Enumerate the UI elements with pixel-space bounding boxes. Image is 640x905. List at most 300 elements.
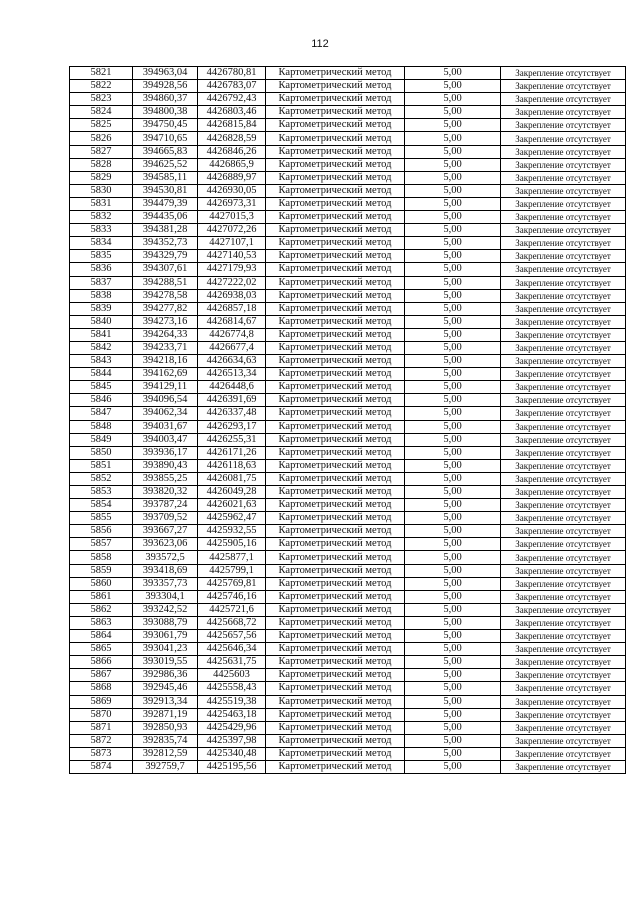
fixing-cell: Закрепление отсутствует (501, 708, 626, 721)
method-cell: Картометрический метод (266, 656, 405, 669)
y-coordinate-cell: 4426774,8 (198, 328, 266, 341)
table-row (70, 433, 626, 446)
method-cell: Картометрический метод (266, 420, 405, 433)
fixing-cell: Закрепление отсутствует (501, 381, 626, 394)
x-coordinate-cell: 392986,36 (133, 669, 198, 682)
fixing-cell: Закрепление отсутствует (501, 276, 626, 289)
fixing-cell: Закрепление отсутствует (501, 211, 626, 224)
accuracy-cell: 5,00 (405, 459, 501, 472)
y-coordinate-cell: 4426677,4 (198, 341, 266, 354)
accuracy-cell: 5,00 (405, 368, 501, 381)
accuracy-cell: 5,00 (405, 263, 501, 276)
y-coordinate-cell: 4425962,47 (198, 512, 266, 525)
method-cell: Картометрический метод (266, 760, 405, 773)
y-coordinate-cell: 4426857,18 (198, 302, 266, 315)
y-coordinate-cell: 4425195,56 (198, 760, 266, 773)
method-cell: Картометрический метод (266, 197, 405, 210)
point-number-cell: 5860 (70, 577, 133, 590)
method-cell: Картометрический метод (266, 446, 405, 459)
x-coordinate-cell: 394233,71 (133, 341, 198, 354)
fixing-cell: Закрепление отсутствует (501, 184, 626, 197)
x-coordinate-cell: 393357,73 (133, 577, 198, 590)
accuracy-cell: 5,00 (405, 407, 501, 420)
y-coordinate-cell: 4426828,59 (198, 132, 266, 145)
method-cell: Картометрический метод (266, 276, 405, 289)
fixing-cell: Закрепление отсутствует (501, 564, 626, 577)
accuracy-cell: 5,00 (405, 132, 501, 145)
point-number-cell: 5836 (70, 263, 133, 276)
x-coordinate-cell: 393041,23 (133, 643, 198, 656)
x-coordinate-cell: 394860,37 (133, 93, 198, 106)
point-number-cell: 5840 (70, 315, 133, 328)
x-coordinate-cell: 394264,33 (133, 328, 198, 341)
method-cell: Картометрический метод (266, 237, 405, 250)
point-number-cell: 5869 (70, 695, 133, 708)
point-number-cell: 5835 (70, 250, 133, 263)
table-row (70, 394, 626, 407)
x-coordinate-cell: 394381,28 (133, 224, 198, 237)
fixing-cell: Закрепление отсутствует (501, 551, 626, 564)
accuracy-cell: 5,00 (405, 472, 501, 485)
accuracy-cell: 5,00 (405, 590, 501, 603)
x-coordinate-cell: 393304,1 (133, 590, 198, 603)
x-coordinate-cell: 394710,65 (133, 132, 198, 145)
y-coordinate-cell: 4426171,26 (198, 446, 266, 459)
x-coordinate-cell: 394307,61 (133, 263, 198, 276)
accuracy-cell: 5,00 (405, 695, 501, 708)
method-cell: Картометрический метод (266, 433, 405, 446)
method-cell: Картометрический метод (266, 184, 405, 197)
fixing-cell: Закрепление отсутствует (501, 263, 626, 276)
method-cell: Картометрический метод (266, 721, 405, 734)
table-row (70, 381, 626, 394)
fixing-cell: Закрепление отсутствует (501, 420, 626, 433)
fixing-cell: Закрепление отсутствует (501, 197, 626, 210)
x-coordinate-cell: 394273,16 (133, 315, 198, 328)
method-cell: Картометрический метод (266, 682, 405, 695)
x-coordinate-cell: 393061,79 (133, 630, 198, 643)
fixing-cell: Закрепление отсутствует (501, 158, 626, 171)
method-cell: Картометрический метод (266, 263, 405, 276)
fixing-cell: Закрепление отсутствует (501, 499, 626, 512)
accuracy-cell: 5,00 (405, 355, 501, 368)
point-number-cell: 5863 (70, 616, 133, 629)
x-coordinate-cell: 392850,93 (133, 721, 198, 734)
x-coordinate-cell: 394288,51 (133, 276, 198, 289)
x-coordinate-cell: 394665,83 (133, 145, 198, 158)
fixing-cell: Закрепление отсутствует (501, 656, 626, 669)
table-row (70, 564, 626, 577)
fixing-cell: Закрепление отсутствует (501, 250, 626, 263)
y-coordinate-cell: 4427179,93 (198, 263, 266, 276)
y-coordinate-cell: 4425668,72 (198, 616, 266, 629)
fixing-cell: Закрепление отсутствует (501, 695, 626, 708)
accuracy-cell: 5,00 (405, 341, 501, 354)
table-row (70, 459, 626, 472)
table-row (70, 158, 626, 171)
fixing-cell: Закрепление отсутствует (501, 315, 626, 328)
accuracy-cell: 5,00 (405, 158, 501, 171)
fixing-cell: Закрепление отсутствует (501, 80, 626, 93)
method-cell: Картометрический метод (266, 708, 405, 721)
point-number-cell: 5858 (70, 551, 133, 564)
method-cell: Картометрический метод (266, 171, 405, 184)
y-coordinate-cell: 4425646,34 (198, 643, 266, 656)
accuracy-cell: 5,00 (405, 577, 501, 590)
y-coordinate-cell: 4425746,16 (198, 590, 266, 603)
x-coordinate-cell: 393855,25 (133, 472, 198, 485)
x-coordinate-cell: 392945,46 (133, 682, 198, 695)
fixing-cell: Закрепление отсутствует (501, 616, 626, 629)
x-coordinate-cell: 394278,58 (133, 289, 198, 302)
x-coordinate-cell: 394031,67 (133, 420, 198, 433)
point-number-cell: 5822 (70, 80, 133, 93)
table-row (70, 145, 626, 158)
accuracy-cell: 5,00 (405, 237, 501, 250)
fixing-cell: Закрепление отсутствует (501, 224, 626, 237)
accuracy-cell: 5,00 (405, 184, 501, 197)
point-number-cell: 5830 (70, 184, 133, 197)
table-row (70, 747, 626, 760)
method-cell: Картометрический метод (266, 289, 405, 302)
table-row (70, 250, 626, 263)
method-cell: Картометрический метод (266, 355, 405, 368)
point-number-cell: 5842 (70, 341, 133, 354)
table-row (70, 368, 626, 381)
table-row (70, 263, 626, 276)
x-coordinate-cell: 392913,34 (133, 695, 198, 708)
fixing-cell: Закрепление отсутствует (501, 407, 626, 420)
point-number-cell: 5845 (70, 381, 133, 394)
x-coordinate-cell: 393667,27 (133, 525, 198, 538)
point-number-cell: 5873 (70, 747, 133, 760)
table-row (70, 315, 626, 328)
point-number-cell: 5865 (70, 643, 133, 656)
y-coordinate-cell: 4426814,67 (198, 315, 266, 328)
fixing-cell: Закрепление отсутствует (501, 394, 626, 407)
fixing-cell: Закрепление отсутствует (501, 512, 626, 525)
table-row (70, 695, 626, 708)
point-number-cell: 5868 (70, 682, 133, 695)
point-number-cell: 5825 (70, 119, 133, 132)
method-cell: Картометрический метод (266, 499, 405, 512)
table-row (70, 211, 626, 224)
page-number: 112 (311, 38, 329, 50)
method-cell: Картометрический метод (266, 564, 405, 577)
y-coordinate-cell: 4426792,43 (198, 93, 266, 106)
accuracy-cell: 5,00 (405, 145, 501, 158)
table-row (70, 643, 626, 656)
accuracy-cell: 5,00 (405, 499, 501, 512)
fixing-cell: Закрепление отсутствует (501, 289, 626, 302)
y-coordinate-cell: 4427072,26 (198, 224, 266, 237)
x-coordinate-cell: 393242,52 (133, 603, 198, 616)
accuracy-cell: 5,00 (405, 643, 501, 656)
table-row (70, 734, 626, 747)
fixing-cell: Закрепление отсутствует (501, 145, 626, 158)
fixing-cell: Закрепление отсутствует (501, 643, 626, 656)
point-number-cell: 5852 (70, 472, 133, 485)
point-number-cell: 5871 (70, 721, 133, 734)
point-number-cell: 5872 (70, 734, 133, 747)
point-number-cell: 5851 (70, 459, 133, 472)
accuracy-cell: 5,00 (405, 760, 501, 773)
table-row (70, 577, 626, 590)
y-coordinate-cell: 4427107,1 (198, 237, 266, 250)
point-number-cell: 5831 (70, 197, 133, 210)
y-coordinate-cell: 4425657,56 (198, 630, 266, 643)
y-coordinate-cell: 4426780,81 (198, 67, 266, 80)
table-row (70, 276, 626, 289)
fixing-cell: Закрепление отсутствует (501, 459, 626, 472)
method-cell: Картометрический метод (266, 643, 405, 656)
x-coordinate-cell: 392835,74 (133, 734, 198, 747)
table-row (70, 407, 626, 420)
accuracy-cell: 5,00 (405, 197, 501, 210)
y-coordinate-cell: 4425905,16 (198, 538, 266, 551)
method-cell: Картометрический метод (266, 616, 405, 629)
point-number-cell: 5843 (70, 355, 133, 368)
coordinates-table-body (70, 67, 626, 774)
point-number-cell: 5846 (70, 394, 133, 407)
method-cell: Картометрический метод (266, 590, 405, 603)
fixing-cell: Закрепление отсутствует (501, 747, 626, 760)
y-coordinate-cell: 4426930,05 (198, 184, 266, 197)
table-row (70, 551, 626, 564)
accuracy-cell: 5,00 (405, 708, 501, 721)
y-coordinate-cell: 4426865,9 (198, 158, 266, 171)
y-coordinate-cell: 4427015,3 (198, 211, 266, 224)
y-coordinate-cell: 4427222,02 (198, 276, 266, 289)
y-coordinate-cell: 4425397,98 (198, 734, 266, 747)
x-coordinate-cell: 393019,55 (133, 656, 198, 669)
method-cell: Картометрический метод (266, 158, 405, 171)
point-number-cell: 5850 (70, 446, 133, 459)
method-cell: Картометрический метод (266, 368, 405, 381)
x-coordinate-cell: 394329,79 (133, 250, 198, 263)
accuracy-cell: 5,00 (405, 224, 501, 237)
x-coordinate-cell: 394800,38 (133, 106, 198, 119)
point-number-cell: 5854 (70, 499, 133, 512)
y-coordinate-cell: 4426783,07 (198, 80, 266, 93)
table-row (70, 512, 626, 525)
table-row (70, 197, 626, 210)
point-number-cell: 5827 (70, 145, 133, 158)
accuracy-cell: 5,00 (405, 211, 501, 224)
method-cell: Картометрический метод (266, 747, 405, 760)
method-cell: Картометрический метод (266, 315, 405, 328)
method-cell: Картометрический метод (266, 341, 405, 354)
accuracy-cell: 5,00 (405, 394, 501, 407)
method-cell: Картометрический метод (266, 525, 405, 538)
y-coordinate-cell: 4427140,53 (198, 250, 266, 263)
method-cell: Картометрический метод (266, 734, 405, 747)
table-row (70, 446, 626, 459)
y-coordinate-cell: 4425463,18 (198, 708, 266, 721)
accuracy-cell: 5,00 (405, 747, 501, 760)
accuracy-cell: 5,00 (405, 630, 501, 643)
accuracy-cell: 5,00 (405, 446, 501, 459)
method-cell: Картометрический метод (266, 119, 405, 132)
table-row (70, 682, 626, 695)
fixing-cell: Закрепление отсутствует (501, 355, 626, 368)
y-coordinate-cell: 4426938,03 (198, 289, 266, 302)
point-number-cell: 5859 (70, 564, 133, 577)
fixing-cell: Закрепление отсутствует (501, 328, 626, 341)
method-cell: Картометрический метод (266, 145, 405, 158)
fixing-cell: Закрепление отсутствует (501, 93, 626, 106)
x-coordinate-cell: 394963,04 (133, 67, 198, 80)
accuracy-cell: 5,00 (405, 381, 501, 394)
accuracy-cell: 5,00 (405, 538, 501, 551)
table-row (70, 67, 626, 80)
y-coordinate-cell: 4425558,43 (198, 682, 266, 695)
x-coordinate-cell: 394129,11 (133, 381, 198, 394)
table-row (70, 106, 626, 119)
method-cell: Картометрический метод (266, 394, 405, 407)
table-row (70, 184, 626, 197)
method-cell: Картометрический метод (266, 538, 405, 551)
table-row (70, 132, 626, 145)
y-coordinate-cell: 4425340,48 (198, 747, 266, 760)
y-coordinate-cell: 4425769,81 (198, 577, 266, 590)
accuracy-cell: 5,00 (405, 656, 501, 669)
y-coordinate-cell: 4426973,31 (198, 197, 266, 210)
x-coordinate-cell: 393890,43 (133, 459, 198, 472)
point-number-cell: 5867 (70, 669, 133, 682)
accuracy-cell: 5,00 (405, 616, 501, 629)
fixing-cell: Закрепление отсутствует (501, 538, 626, 551)
x-coordinate-cell: 392812,59 (133, 747, 198, 760)
x-coordinate-cell: 394750,45 (133, 119, 198, 132)
method-cell: Картометрический метод (266, 250, 405, 263)
method-cell: Картометрический метод (266, 211, 405, 224)
y-coordinate-cell: 4426889,97 (198, 171, 266, 184)
table-row (70, 171, 626, 184)
method-cell: Картометрический метод (266, 381, 405, 394)
table-row (70, 119, 626, 132)
x-coordinate-cell: 394479,39 (133, 197, 198, 210)
table-row (70, 237, 626, 250)
x-coordinate-cell: 393936,17 (133, 446, 198, 459)
fixing-cell: Закрепление отсутствует (501, 132, 626, 145)
method-cell: Картометрический метод (266, 486, 405, 499)
method-cell: Картометрический метод (266, 669, 405, 682)
point-number-cell: 5841 (70, 328, 133, 341)
accuracy-cell: 5,00 (405, 93, 501, 106)
accuracy-cell: 5,00 (405, 525, 501, 538)
x-coordinate-cell: 393623,06 (133, 538, 198, 551)
fixing-cell: Закрепление отсутствует (501, 486, 626, 499)
accuracy-cell: 5,00 (405, 564, 501, 577)
y-coordinate-cell: 4426081,75 (198, 472, 266, 485)
table-row (70, 538, 626, 551)
fixing-cell: Закрепление отсутствует (501, 171, 626, 184)
table-row (70, 302, 626, 315)
y-coordinate-cell: 4426255,31 (198, 433, 266, 446)
x-coordinate-cell: 394352,73 (133, 237, 198, 250)
accuracy-cell: 5,00 (405, 276, 501, 289)
table-row (70, 603, 626, 616)
y-coordinate-cell: 4426021,63 (198, 499, 266, 512)
x-coordinate-cell: 394625,52 (133, 158, 198, 171)
point-number-cell: 5821 (70, 67, 133, 80)
y-coordinate-cell: 4426846,26 (198, 145, 266, 158)
fixing-cell: Закрепление отсутствует (501, 302, 626, 315)
x-coordinate-cell: 394277,82 (133, 302, 198, 315)
x-coordinate-cell: 394928,56 (133, 80, 198, 93)
table-row (70, 656, 626, 669)
point-number-cell: 5857 (70, 538, 133, 551)
accuracy-cell: 5,00 (405, 433, 501, 446)
table-row (70, 80, 626, 93)
y-coordinate-cell: 4426803,46 (198, 106, 266, 119)
accuracy-cell: 5,00 (405, 512, 501, 525)
x-coordinate-cell: 394530,81 (133, 184, 198, 197)
point-number-cell: 5861 (70, 590, 133, 603)
accuracy-cell: 5,00 (405, 80, 501, 93)
y-coordinate-cell: 4425877,1 (198, 551, 266, 564)
y-coordinate-cell: 4426293,17 (198, 420, 266, 433)
fixing-cell: Закрепление отсутствует (501, 106, 626, 119)
method-cell: Картометрический метод (266, 80, 405, 93)
point-number-cell: 5837 (70, 276, 133, 289)
accuracy-cell: 5,00 (405, 315, 501, 328)
y-coordinate-cell: 4425932,55 (198, 525, 266, 538)
accuracy-cell: 5,00 (405, 420, 501, 433)
fixing-cell: Закрепление отсутствует (501, 525, 626, 538)
fixing-cell: Закрепление отсутствует (501, 630, 626, 643)
table-row (70, 341, 626, 354)
y-coordinate-cell: 4426049,28 (198, 486, 266, 499)
x-coordinate-cell: 394062,34 (133, 407, 198, 420)
table-row (70, 630, 626, 643)
fixing-cell: Закрепление отсутствует (501, 734, 626, 747)
fixing-cell: Закрепление отсутствует (501, 760, 626, 773)
table-row (70, 328, 626, 341)
y-coordinate-cell: 4426118,63 (198, 459, 266, 472)
table-row (70, 721, 626, 734)
method-cell: Картометрический метод (266, 132, 405, 145)
accuracy-cell: 5,00 (405, 486, 501, 499)
x-coordinate-cell: 394003,47 (133, 433, 198, 446)
point-number-cell: 5862 (70, 603, 133, 616)
method-cell: Картометрический метод (266, 512, 405, 525)
fixing-cell: Закрепление отсутствует (501, 669, 626, 682)
method-cell: Картометрический метод (266, 328, 405, 341)
x-coordinate-cell: 393820,32 (133, 486, 198, 499)
point-number-cell: 5826 (70, 132, 133, 145)
y-coordinate-cell: 4426513,34 (198, 368, 266, 381)
point-number-cell: 5870 (70, 708, 133, 721)
point-number-cell: 5855 (70, 512, 133, 525)
accuracy-cell: 5,00 (405, 682, 501, 695)
fixing-cell: Закрепление отсутствует (501, 590, 626, 603)
x-coordinate-cell: 392871,19 (133, 708, 198, 721)
point-number-cell: 5847 (70, 407, 133, 420)
point-number-cell: 5823 (70, 93, 133, 106)
accuracy-cell: 5,00 (405, 106, 501, 119)
method-cell: Картометрический метод (266, 630, 405, 643)
x-coordinate-cell: 394162,69 (133, 368, 198, 381)
x-coordinate-cell: 394585,11 (133, 171, 198, 184)
x-coordinate-cell: 394435,06 (133, 211, 198, 224)
y-coordinate-cell: 4425631,75 (198, 656, 266, 669)
point-number-cell: 5856 (70, 525, 133, 538)
table-row (70, 472, 626, 485)
table-row (70, 93, 626, 106)
table-row (70, 760, 626, 773)
